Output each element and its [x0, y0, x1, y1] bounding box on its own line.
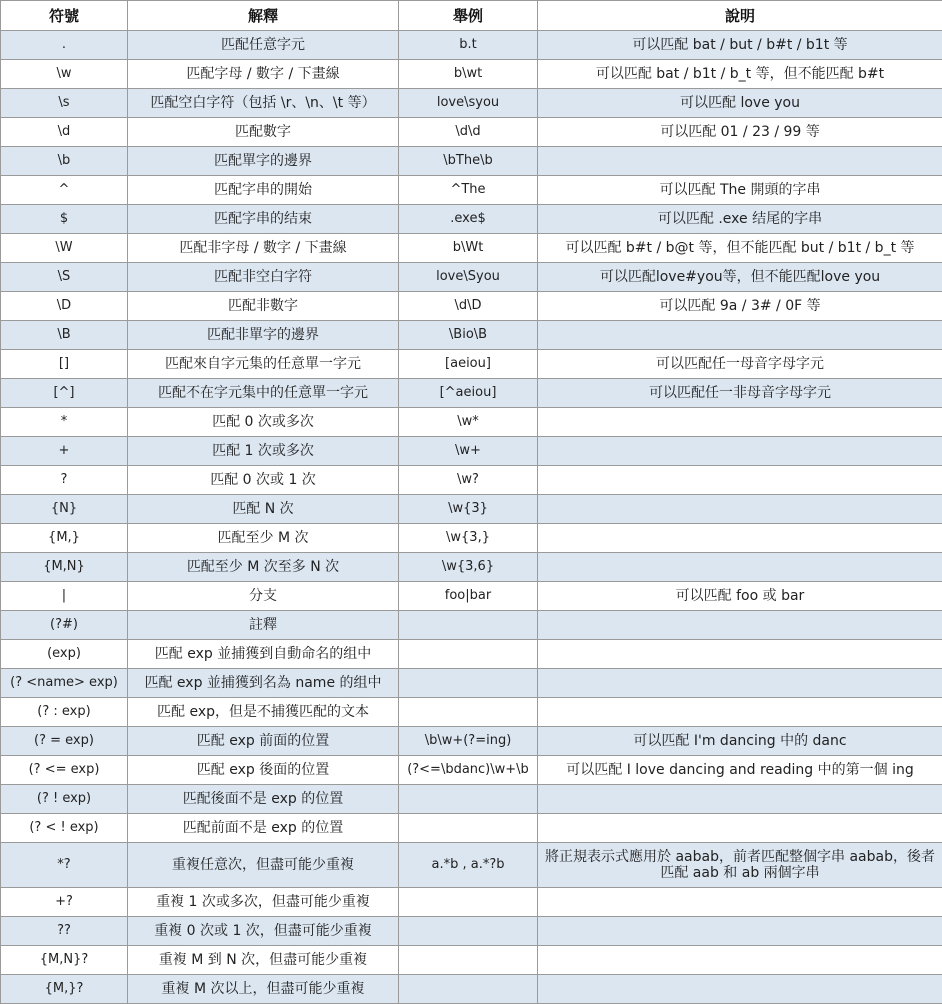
- cell-symbol: .: [1, 31, 128, 60]
- table-row: [1, 669, 942, 698]
- table-row: [1, 495, 942, 524]
- cell-symbol: []: [1, 350, 128, 379]
- cell-example: love\Syou: [399, 263, 538, 292]
- cell-meaning: 匹配非數字: [128, 292, 399, 321]
- cell-meaning: 匹配 exp 前面的位置: [128, 727, 399, 756]
- cell-symbol: ??: [1, 917, 128, 946]
- cell-symbol: \d: [1, 118, 128, 147]
- cell-note: [538, 946, 942, 975]
- table-row: [1, 727, 942, 756]
- cell-meaning: 匹配 1 次或多次: [128, 437, 399, 466]
- cell-symbol: (? <= exp): [1, 756, 128, 785]
- cell-example: love\syou: [399, 89, 538, 118]
- table-row: [1, 975, 942, 1004]
- cell-example: [399, 669, 538, 698]
- cell-symbol: (? = exp): [1, 727, 128, 756]
- cell-symbol: \S: [1, 263, 128, 292]
- cell-meaning: 匹配後面不是 exp 的位置: [128, 785, 399, 814]
- cell-meaning: 重複 M 到 N 次，但盡可能少重複: [128, 946, 399, 975]
- cell-symbol: ?: [1, 466, 128, 495]
- table-row: [1, 379, 942, 408]
- cell-meaning: 分支: [128, 582, 399, 611]
- cell-meaning: 重複任意次，但盡可能少重複: [128, 843, 399, 888]
- header-note: 說明: [538, 1, 942, 31]
- header-example: 舉例: [399, 1, 538, 31]
- cell-symbol: {M,}?: [1, 975, 128, 1004]
- cell-meaning: 匹配字串的開始: [128, 176, 399, 205]
- cell-example: [399, 698, 538, 727]
- cell-symbol: \b: [1, 147, 128, 176]
- cell-symbol: [^]: [1, 379, 128, 408]
- table-row: [1, 89, 942, 118]
- table-row: [1, 611, 942, 640]
- cell-meaning: 匹配字母 / 數字 / 下畫線: [128, 60, 399, 89]
- cell-example: \w+: [399, 437, 538, 466]
- cell-note: [538, 611, 942, 640]
- table-row: [1, 234, 942, 263]
- cell-note: [538, 437, 942, 466]
- cell-example: foo|bar: [399, 582, 538, 611]
- cell-note: [538, 917, 942, 946]
- cell-symbol: |: [1, 582, 128, 611]
- table-row: [1, 785, 942, 814]
- cell-symbol: *: [1, 408, 128, 437]
- cell-example: a.*b , a.*?b: [399, 843, 538, 888]
- table-row: [1, 437, 942, 466]
- cell-note: 可以匹配 01 / 23 / 99 等: [538, 118, 942, 147]
- table-row: [1, 321, 942, 350]
- cell-meaning: 匹配 exp 並捕獲到名為 name 的组中: [128, 669, 399, 698]
- cell-note: [538, 785, 942, 814]
- table-row: [1, 917, 942, 946]
- cell-symbol: {M,N}?: [1, 946, 128, 975]
- cell-example: b.t: [399, 31, 538, 60]
- table-row: [1, 553, 942, 582]
- cell-note: [538, 553, 942, 582]
- cell-example: [399, 946, 538, 975]
- cell-example: \w{3,}: [399, 524, 538, 553]
- table-row: [1, 946, 942, 975]
- table-row: [1, 466, 942, 495]
- cell-example: ^The: [399, 176, 538, 205]
- cell-meaning: 匹配字串的结束: [128, 205, 399, 234]
- cell-symbol: (exp): [1, 640, 128, 669]
- cell-note: 可以匹配 love you: [538, 89, 942, 118]
- cell-example: \d\d: [399, 118, 538, 147]
- cell-note: [538, 698, 942, 727]
- cell-note: [538, 147, 942, 176]
- table-row: [1, 843, 942, 888]
- table-row: [1, 408, 942, 437]
- cell-meaning: 匹配 exp，但是不捕獲匹配的文本: [128, 698, 399, 727]
- cell-note: [538, 524, 942, 553]
- table-row: [1, 147, 942, 176]
- cell-note: 可以匹配 bat / but / b#t / b1t 等: [538, 31, 942, 60]
- cell-note: [538, 975, 942, 1004]
- cell-symbol: (? ! exp): [1, 785, 128, 814]
- cell-note: [538, 466, 942, 495]
- cell-example: b\Wt: [399, 234, 538, 263]
- header-meaning: 解釋: [128, 1, 399, 31]
- cell-note: [538, 814, 942, 843]
- cell-symbol: +: [1, 437, 128, 466]
- cell-example: \w{3,6}: [399, 553, 538, 582]
- cell-symbol: \W: [1, 234, 128, 263]
- cell-symbol: \s: [1, 89, 128, 118]
- cell-example: \w?: [399, 466, 538, 495]
- table-header-row: [1, 1, 942, 31]
- cell-meaning: 匹配數字: [128, 118, 399, 147]
- cell-example: \b\w+(?=ing): [399, 727, 538, 756]
- table-row: [1, 60, 942, 89]
- cell-symbol: +?: [1, 888, 128, 917]
- cell-example: [399, 785, 538, 814]
- table-row: [1, 640, 942, 669]
- table-row: [1, 176, 942, 205]
- cell-meaning: 重複 M 次以上，但盡可能少重複: [128, 975, 399, 1004]
- cell-symbol: *?: [1, 843, 128, 888]
- table-row: [1, 524, 942, 553]
- cell-example: \w*: [399, 408, 538, 437]
- table-row: [1, 814, 942, 843]
- table-row: [1, 582, 942, 611]
- cell-note: [538, 669, 942, 698]
- cell-meaning: 重複 1 次或多次，但盡可能少重複: [128, 888, 399, 917]
- cell-symbol: \B: [1, 321, 128, 350]
- cell-example: \d\D: [399, 292, 538, 321]
- cell-note: 可以匹配love#you等，但不能匹配love you: [538, 263, 942, 292]
- cell-note: 可以匹配任一非母音字母字元: [538, 379, 942, 408]
- table-row: [1, 698, 942, 727]
- cell-example: [399, 917, 538, 946]
- cell-meaning: 註釋: [128, 611, 399, 640]
- cell-meaning: 匹配非空白字符: [128, 263, 399, 292]
- cell-note: 可以匹配 9a / 3# / 0F 等: [538, 292, 942, 321]
- table-row: [1, 888, 942, 917]
- cell-note: 可以匹配 I'm dancing 中的 danc: [538, 727, 942, 756]
- cell-meaning: 匹配任意字元: [128, 31, 399, 60]
- cell-symbol: \D: [1, 292, 128, 321]
- cell-example: b\wt: [399, 60, 538, 89]
- cell-symbol: $: [1, 205, 128, 234]
- cell-example: .exe$: [399, 205, 538, 234]
- cell-note: 可以匹配 foo 或 bar: [538, 582, 942, 611]
- table-row: [1, 118, 942, 147]
- cell-note: 可以匹配 b#t / b@t 等，但不能匹配 but / b1t / b_t 等: [538, 234, 942, 263]
- table-row: [1, 350, 942, 379]
- cell-symbol: (? : exp): [1, 698, 128, 727]
- cell-note: 可以匹配 .exe 结尾的字串: [538, 205, 942, 234]
- table-row: [1, 205, 942, 234]
- cell-meaning: 匹配非單字的邊界: [128, 321, 399, 350]
- cell-example: [399, 814, 538, 843]
- cell-meaning: 匹配不在字元集中的任意單一字元: [128, 379, 399, 408]
- table-row: [1, 292, 942, 321]
- cell-note: [538, 495, 942, 524]
- cell-example: \bThe\b: [399, 147, 538, 176]
- cell-meaning: 重複 0 次或 1 次，但盡可能少重複: [128, 917, 399, 946]
- cell-meaning: 匹配 0 次或多次: [128, 408, 399, 437]
- table-row: [1, 31, 942, 60]
- cell-symbol: \w: [1, 60, 128, 89]
- table-body: [1, 31, 942, 1004]
- cell-example: \Bio\B: [399, 321, 538, 350]
- cell-example: [399, 640, 538, 669]
- cell-symbol: {N}: [1, 495, 128, 524]
- cell-example: [399, 888, 538, 917]
- cell-symbol: (? <name> exp): [1, 669, 128, 698]
- cell-symbol: {M,}: [1, 524, 128, 553]
- header-symbol: 符號: [1, 1, 128, 31]
- table-row: [1, 756, 942, 785]
- cell-symbol: (?#): [1, 611, 128, 640]
- cell-meaning: 匹配非字母 / 數字 / 下畫線: [128, 234, 399, 263]
- cell-note: [538, 888, 942, 917]
- cell-example: (?<=\bdanc)\w+\b: [399, 756, 538, 785]
- cell-meaning: 匹配 0 次或 1 次: [128, 466, 399, 495]
- cell-symbol: ^: [1, 176, 128, 205]
- cell-note: 可以匹配 The 開頭的字串: [538, 176, 942, 205]
- cell-meaning: 匹配前面不是 exp 的位置: [128, 814, 399, 843]
- cell-meaning: 匹配空白字符（包括 \r、\n、\t 等）: [128, 89, 399, 118]
- cell-symbol: {M,N}: [1, 553, 128, 582]
- cell-meaning: 匹配 exp 並捕獲到自動命名的组中: [128, 640, 399, 669]
- cell-meaning: 匹配 N 次: [128, 495, 399, 524]
- cell-note: [538, 408, 942, 437]
- cell-note: [538, 321, 942, 350]
- cell-meaning: 匹配至少 M 次至多 N 次: [128, 553, 399, 582]
- cell-note: 將正規表示式應用於 aabab，前者匹配整個字串 aabab，後者匹配 aab 和 ab 兩個字串: [538, 843, 942, 888]
- cell-meaning: 匹配來自字元集的任意單一字元: [128, 350, 399, 379]
- cell-meaning: 匹配單字的邊界: [128, 147, 399, 176]
- cell-note: 可以匹配任一母音字母字元: [538, 350, 942, 379]
- cell-meaning: 匹配至少 M 次: [128, 524, 399, 553]
- cell-example: \w{3}: [399, 495, 538, 524]
- cell-example: [aeiou]: [399, 350, 538, 379]
- table-row: [1, 263, 942, 292]
- cell-meaning: 匹配 exp 後面的位置: [128, 756, 399, 785]
- cell-example: [^aeiou]: [399, 379, 538, 408]
- cell-symbol: (? < ! exp): [1, 814, 128, 843]
- cell-note: [538, 640, 942, 669]
- cell-example: [399, 611, 538, 640]
- cell-note: 可以匹配 I love dancing and reading 中的第一個 ing: [538, 756, 942, 785]
- cell-example: [399, 975, 538, 1004]
- cell-note: 可以匹配 bat / b1t / b_t 等，但不能匹配 b#t: [538, 60, 942, 89]
